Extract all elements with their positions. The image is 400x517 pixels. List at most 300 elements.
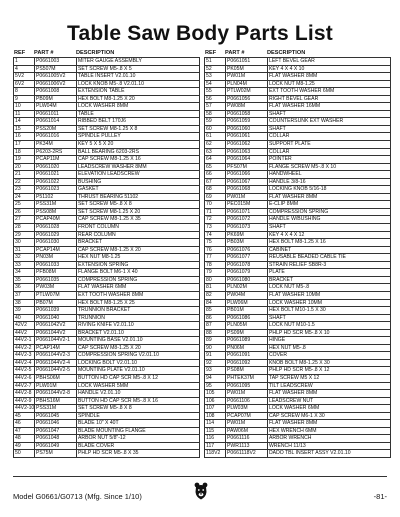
row-part-number: PLW04M xyxy=(34,103,76,110)
row-ref: 77 xyxy=(206,254,212,261)
row-part-number: P0661011 xyxy=(34,111,76,118)
table-row xyxy=(14,133,199,141)
row-ref: 23 xyxy=(15,186,21,193)
row-ref: 34 xyxy=(15,269,21,276)
table-row xyxy=(14,179,199,187)
table-row xyxy=(205,156,390,164)
row-description: PLATE xyxy=(267,269,390,276)
row-part-number: PCAP11M xyxy=(34,156,76,163)
table-row xyxy=(14,201,199,209)
header-ref: REF xyxy=(14,49,26,56)
row-description: COMPRESSION SPRING V2.01.10 xyxy=(76,352,199,359)
row-description: CAP SCREW M8-1.25 X 20 xyxy=(76,345,199,352)
table-row xyxy=(14,315,199,323)
table-row xyxy=(205,398,390,406)
row-part-number: PB09M xyxy=(34,96,76,103)
row-description: HINGE xyxy=(267,337,390,344)
row-ref: 44V2-5 xyxy=(15,367,32,374)
row-description: SHAFT xyxy=(267,126,390,133)
row-ref: 11 xyxy=(15,110,21,117)
table-row xyxy=(205,367,390,375)
row-ref: 58 xyxy=(206,110,212,117)
row-ref: 35 xyxy=(15,276,21,283)
row-description: BRACKET xyxy=(76,239,199,246)
row-part-number: PS09M xyxy=(225,330,267,337)
row-ref: 6V2 xyxy=(15,80,25,87)
row-ref: 55 xyxy=(206,88,212,95)
row-description: SPINDLE PULLEY xyxy=(76,133,199,140)
row-ref: 63 xyxy=(206,148,212,155)
row-description: PHLP HD SCR M5-.8 X 35 xyxy=(76,450,199,457)
row-ref: 49 xyxy=(15,442,21,449)
table-header xyxy=(204,48,391,57)
row-description: PHLP HD SCR M5-.8 X 12 xyxy=(267,367,390,374)
row-ref: 87 xyxy=(206,322,212,329)
row-ref: 44V2-4 xyxy=(15,359,32,366)
row-ref: 117 xyxy=(206,442,215,449)
row-description: LOCK NUT M8-1.25 xyxy=(267,81,390,88)
row-description: BUTTON HD CAP SCR M5-.8 X 16 xyxy=(76,398,199,405)
row-part-number: P0661060 xyxy=(225,126,267,133)
row-part-number: P0661061 xyxy=(225,133,267,140)
parts-table-right xyxy=(204,48,391,458)
table-row xyxy=(14,73,199,81)
row-description: BUTTON HD CAP SCR M5-.8 X 12 xyxy=(76,375,199,382)
header-description: DESCRIPTION xyxy=(267,49,306,56)
row-part-number: PEC015M xyxy=(225,201,267,208)
row-part-number: PW01M xyxy=(225,73,267,80)
table-row xyxy=(14,322,199,330)
row-part-number: PSS31M xyxy=(34,201,76,208)
row-part-number: P0661008 xyxy=(34,88,76,95)
row-part-number: PTLW07M xyxy=(34,292,76,299)
table-row xyxy=(14,111,199,119)
row-part-number: P0661064 xyxy=(225,156,267,163)
row-description: RIBBED BELT 170J6 xyxy=(76,118,199,125)
row-description: SHAFT xyxy=(267,224,390,231)
row-part-number: P0661022 xyxy=(34,179,76,186)
table-row xyxy=(14,58,199,66)
table-body xyxy=(13,57,200,458)
footer-model: Model G0661/G0713 (Mfg. Since 1/10) xyxy=(13,492,142,501)
row-part-number: PW01M xyxy=(225,420,267,427)
table-row xyxy=(14,224,199,232)
table-row xyxy=(14,164,199,172)
row-ref: 14 xyxy=(15,118,21,125)
row-ref: 65 xyxy=(206,163,212,170)
table-row xyxy=(205,413,390,421)
footer-divider xyxy=(13,476,387,477)
row-description: SET SCREW M8-1.25 X 8 xyxy=(76,126,199,133)
row-description: LOCK WASHER 10MM xyxy=(267,300,390,307)
row-part-number: P0661044V2-5 xyxy=(34,367,76,374)
table-row xyxy=(205,58,390,66)
row-part-number: PTLW02M xyxy=(225,88,267,95)
row-ref: 39 xyxy=(15,307,21,314)
row-part-number: PN03M xyxy=(34,254,76,261)
row-part-number: P0661077 xyxy=(225,254,267,261)
row-description: HANDLE W/BUSHING xyxy=(267,216,390,223)
table-row xyxy=(14,405,199,413)
row-ref: 106 xyxy=(206,397,215,404)
table-row xyxy=(205,66,390,74)
table-row xyxy=(205,96,390,104)
row-ref: 44V2-3 xyxy=(15,352,32,359)
table-row xyxy=(14,277,199,285)
row-description: FLAT WASHER 8MM xyxy=(267,194,390,201)
row-description: CAP SCREW M6-1 X 30 xyxy=(267,413,390,420)
row-part-number: P0661014 xyxy=(34,118,76,125)
table-row xyxy=(205,277,390,285)
row-ref: 84 xyxy=(206,299,212,306)
row-part-number: PLN05M xyxy=(225,322,267,329)
table-row xyxy=(205,141,390,149)
row-part-number: PW01M xyxy=(225,390,267,397)
row-ref: 92 xyxy=(206,359,212,366)
row-ref: 91 xyxy=(206,352,212,359)
row-part-number: PWR1113 xyxy=(225,443,267,450)
row-ref: 26 xyxy=(15,208,21,215)
table-row xyxy=(205,73,390,81)
table-row xyxy=(14,450,199,458)
row-description: COMPRESSION SPRING xyxy=(267,209,390,216)
row-ref: 9 xyxy=(15,95,18,102)
table-row xyxy=(14,375,199,383)
row-ref: 85 xyxy=(206,307,212,314)
row-description: ARBOR WRENCH xyxy=(267,435,390,442)
row-ref: 89 xyxy=(206,337,212,344)
row-description: TILT LEADSCREW xyxy=(267,383,390,390)
row-ref: 105 xyxy=(206,390,215,397)
table-row xyxy=(205,179,390,187)
row-ref: 44V2-9 xyxy=(15,397,32,404)
row-description: RIGHT BEVEL GEAR xyxy=(267,96,390,103)
row-description: MOUNTING BASE V2.01.10 xyxy=(76,337,199,344)
page-title: Table Saw Body Parts List xyxy=(66,22,333,45)
row-ref: 59 xyxy=(206,118,212,125)
table-row xyxy=(205,269,390,277)
row-ref: 4 xyxy=(15,65,18,72)
row-part-number: P0661076 xyxy=(225,247,267,254)
row-part-number: P0661067 xyxy=(225,179,267,186)
row-description: KEY 5 X 5 X 20 xyxy=(76,141,199,148)
row-description: COLLAR xyxy=(267,149,390,156)
row-part-number: P0661092 xyxy=(225,360,267,367)
row-description: TRUNNION BRACKET xyxy=(76,307,199,314)
row-ref: 56 xyxy=(206,95,212,102)
row-ref: 25 xyxy=(15,201,21,208)
table-row xyxy=(14,337,199,345)
row-description: BLADE MOUNTING FLANGE xyxy=(76,428,199,435)
row-ref: 30 xyxy=(15,239,21,246)
table-row xyxy=(205,292,390,300)
row-part-number: PAW06M xyxy=(225,428,267,435)
table-row xyxy=(14,443,199,451)
table-row xyxy=(14,118,199,126)
table-row xyxy=(205,307,390,315)
table-row xyxy=(14,300,199,308)
row-description: LEFT BEVEL GEAR xyxy=(267,58,390,65)
row-part-number: P0661045 xyxy=(34,413,76,420)
row-ref: 70 xyxy=(206,201,212,208)
table-row xyxy=(14,171,199,179)
row-description: TRUNNION xyxy=(76,315,199,322)
row-part-number: P0661073 xyxy=(225,224,267,231)
table-row xyxy=(205,239,390,247)
row-part-number: PLN02M xyxy=(225,284,267,291)
row-part-number: P0661028 xyxy=(34,224,76,231)
row-part-number: PSS08M xyxy=(34,209,76,216)
table-row xyxy=(205,111,390,119)
row-part-number: P0661039 xyxy=(34,307,76,314)
table-row xyxy=(205,383,390,391)
table-row xyxy=(205,405,390,413)
table-row xyxy=(14,262,199,270)
row-ref: 19 xyxy=(15,156,21,163)
row-description: SUPPORT PLATE xyxy=(267,141,390,148)
row-part-number: PS507M xyxy=(34,66,76,73)
row-part-number: P0661023 xyxy=(34,186,76,193)
table-row xyxy=(14,126,199,134)
row-description: KNOB BOLT M8-1.25 X 30 xyxy=(267,360,390,367)
row-ref: 62 xyxy=(206,141,212,148)
row-part-number: PLW01M xyxy=(34,383,76,390)
table-row xyxy=(205,428,390,436)
row-ref: 81 xyxy=(206,284,212,291)
row-description: SHAFT xyxy=(267,315,390,322)
row-part-number: PBHS16M xyxy=(34,398,76,405)
table-row xyxy=(14,247,199,255)
row-description: TAP SCREW M5 X 12 xyxy=(267,375,390,382)
row-part-number: P0661006V2 xyxy=(34,81,76,88)
row-ref: 38 xyxy=(15,299,21,306)
row-part-number: P0661086 xyxy=(225,315,267,322)
row-ref: 79 xyxy=(206,269,212,276)
row-description: SPINDLE xyxy=(76,413,199,420)
row-description: MITER GAUGE ASSEMBLY xyxy=(76,58,199,65)
header-ref: REF xyxy=(205,49,217,56)
row-description: FLAT WASHER 8MM xyxy=(267,420,390,427)
row-description: HEX BOLT M10-1.5 X 30 xyxy=(267,307,390,314)
row-part-number: P0661033 xyxy=(34,262,76,269)
row-part-number: P0661089 xyxy=(225,337,267,344)
table-row xyxy=(205,103,390,111)
table-row xyxy=(14,345,199,353)
table-row xyxy=(14,269,199,277)
row-ref: 16 xyxy=(15,133,21,140)
row-ref: 24 xyxy=(15,193,21,200)
row-part-number: P0661091 xyxy=(225,352,267,359)
row-description: TABLE INSERT V2.01.10 xyxy=(76,73,199,80)
row-description: GASKET xyxy=(76,186,199,193)
row-ref: 52 xyxy=(206,65,212,72)
row-description: LOCK NUT M5-.8 xyxy=(267,284,390,291)
row-ref: 1 xyxy=(15,58,18,64)
table-row xyxy=(14,292,199,300)
row-ref: 22 xyxy=(15,178,21,185)
table-row xyxy=(205,300,390,308)
row-ref: 54 xyxy=(206,80,212,87)
row-description: FRONT COLUMN xyxy=(76,224,199,231)
row-description: LOCK WASHER 6MM xyxy=(267,405,390,412)
row-description: TABLE xyxy=(76,111,199,118)
row-part-number: P0661056 xyxy=(225,96,267,103)
row-ref: 61 xyxy=(206,133,212,140)
row-part-number: P0661068 xyxy=(225,186,267,193)
row-part-number: P0661066 xyxy=(225,171,267,178)
row-ref: 88 xyxy=(206,329,212,336)
row-ref: 68 xyxy=(206,186,212,193)
row-ref: 51 xyxy=(206,58,212,64)
row-description: LOCK KNOB M5-.8 V2.01.10 xyxy=(76,81,199,88)
row-ref: 44V2-8 xyxy=(15,390,32,397)
row-part-number: P0661040 xyxy=(34,315,76,322)
row-ref: 21 xyxy=(15,171,21,178)
table-row xyxy=(205,232,390,240)
row-description: HEX BOLT M8-1.25 X 25 xyxy=(76,300,199,307)
table-row xyxy=(205,194,390,202)
table-row xyxy=(14,254,199,262)
row-ref: 64 xyxy=(206,156,212,163)
row-description: FLANGE SCREW M5-.8 X 10 xyxy=(267,164,390,171)
row-description: BRACKET xyxy=(267,277,390,284)
row-description: BLADE COVER xyxy=(76,443,199,450)
row-ref: 86 xyxy=(206,314,212,321)
table-row xyxy=(205,81,390,89)
row-ref: 27 xyxy=(15,216,21,223)
row-ref: 10 xyxy=(15,103,21,110)
row-part-number: P0661003 xyxy=(34,58,76,65)
row-part-number: P0661029 xyxy=(34,232,76,239)
row-part-number: PCAP07M xyxy=(225,413,267,420)
row-ref: 42V2 xyxy=(15,322,27,329)
page-number: -81- xyxy=(373,492,387,501)
row-part-number: P0661044V2-4 xyxy=(34,360,76,367)
table-row xyxy=(205,164,390,172)
table-row xyxy=(205,435,390,443)
row-ref: 53 xyxy=(206,73,212,80)
table-row xyxy=(205,209,390,217)
row-part-number: P0661021 xyxy=(34,171,76,178)
row-ref: 69 xyxy=(206,193,212,200)
table-row xyxy=(205,315,390,323)
row-ref: 18 xyxy=(15,148,21,155)
row-part-number: P0661071 xyxy=(225,209,267,216)
table-body xyxy=(204,57,391,458)
row-part-number: PB03M xyxy=(225,239,267,246)
row-ref: 44V2-7 xyxy=(15,382,32,389)
table-row xyxy=(14,149,199,157)
table-row xyxy=(205,247,390,255)
table-row xyxy=(14,383,199,391)
row-part-number: PFB08M xyxy=(34,269,76,276)
table-row xyxy=(14,194,199,202)
table-row xyxy=(205,352,390,360)
row-description: E-CLIP 8MM xyxy=(267,201,390,208)
row-part-number: P0661020 xyxy=(34,164,76,171)
row-part-number: PCAP14M xyxy=(34,345,76,352)
table-row xyxy=(14,141,199,149)
row-ref: 114 xyxy=(206,420,215,427)
row-description: THRUST BEARING 51102 xyxy=(76,194,199,201)
row-part-number: PSS20M xyxy=(34,126,76,133)
row-part-number: P0661095 xyxy=(225,383,267,390)
row-description: LOCK WASHER 5MM xyxy=(76,383,199,390)
row-part-number: PLW03M xyxy=(225,405,267,412)
row-part-number: P51102 xyxy=(34,194,76,201)
row-description: FLAT WASHER 16MM xyxy=(267,103,390,110)
row-part-number: P0661016 xyxy=(34,133,76,140)
table-row xyxy=(205,360,390,368)
table-row xyxy=(14,156,199,164)
row-part-number: P0661080 xyxy=(225,277,267,284)
row-part-number: P0661049 xyxy=(34,443,76,450)
row-description: REUSABLE BEADED CABLE TIE xyxy=(267,254,390,261)
table-row xyxy=(14,216,199,224)
row-description: LEADSCREW WASHER 8MM xyxy=(76,164,199,171)
table-row xyxy=(205,118,390,126)
row-part-number: PLW06M xyxy=(225,300,267,307)
table-row xyxy=(14,420,199,428)
row-part-number: P0661063 xyxy=(225,149,267,156)
row-description: COMPRESSION SPRING xyxy=(76,277,199,284)
table-row xyxy=(14,186,199,194)
row-description: FLAT WASHER 6MM xyxy=(76,284,199,291)
row-ref: 94 xyxy=(206,374,212,381)
row-ref: 44V2-10 xyxy=(15,405,34,412)
row-ref: 33 xyxy=(15,261,21,268)
table-row xyxy=(205,186,390,194)
row-part-number: P0661106 xyxy=(225,398,267,405)
table-row xyxy=(14,209,199,217)
table-row xyxy=(14,352,199,360)
row-ref: 93 xyxy=(206,367,212,374)
row-ref: 118V2 xyxy=(206,450,221,457)
row-description: REAR COLUMN xyxy=(76,232,199,239)
row-description: COVER xyxy=(267,352,390,359)
row-description: SET SCREW M5-.8 X 5 xyxy=(76,66,199,73)
row-ref: 75 xyxy=(206,239,212,246)
row-ref: 44V2-1 xyxy=(15,337,32,344)
table-row xyxy=(14,239,199,247)
row-part-number: PB07M xyxy=(34,300,76,307)
row-description: SET SCREW M8-1.25 X 20 xyxy=(76,209,199,216)
row-part-number: P0661078 xyxy=(225,262,267,269)
row-description: ARBOR NUT 5/8"-12 xyxy=(76,435,199,442)
table-row xyxy=(14,428,199,436)
header-part: PART # xyxy=(34,49,54,56)
table-row xyxy=(14,96,199,104)
row-part-number: PS08M xyxy=(225,367,267,374)
row-part-number: P6203-2RS xyxy=(34,149,76,156)
row-description: SET SCREW M5-.8 X 8 xyxy=(76,201,199,208)
row-description: BUSHING xyxy=(76,179,199,186)
row-ref: 108 xyxy=(206,412,215,419)
row-description: MOUNTING PLATE V2.01.10 xyxy=(76,367,199,374)
row-description: HEX NUT M5-.8 xyxy=(267,345,390,352)
header-part: PART # xyxy=(225,49,245,56)
row-ref: 60 xyxy=(206,125,212,132)
row-description: HANDLE 3/8-16 xyxy=(267,179,390,186)
header-description: DESCRIPTION xyxy=(76,49,115,56)
table-row xyxy=(205,337,390,345)
row-description: FLAT WASHER 10MM xyxy=(267,292,390,299)
row-description: WRENCH 11/13 xyxy=(267,443,390,450)
parts-table-left xyxy=(13,48,200,458)
row-part-number: PLN04M xyxy=(225,81,267,88)
row-description: EXTENSION SPRING xyxy=(76,262,199,269)
row-ref: 32 xyxy=(15,254,21,261)
